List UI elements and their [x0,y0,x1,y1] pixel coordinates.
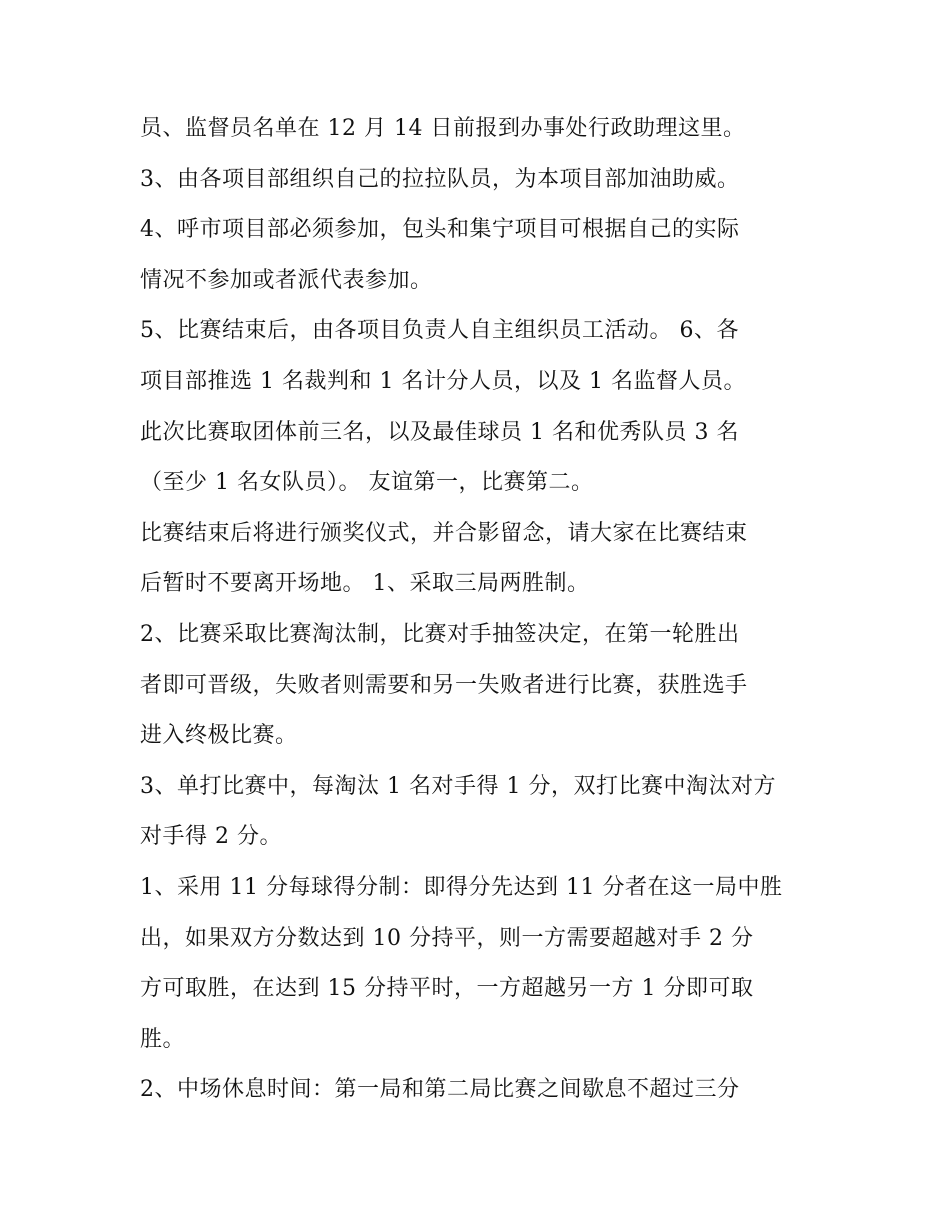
text-line: （至少 1 名女队员）。 友谊第一，比赛第二。 [140,470,594,495]
text-line: 者即可晋级，失败者则需要和另一失败者进行比赛，获胜选手 [140,673,748,698]
text-line: 进入终极比赛。 [140,723,298,748]
text-line: 员、监督员名单在 12 月 14 日前报到办事处行政助理这里。 [140,116,746,141]
text-line: 对手得 2 分。 [140,824,282,849]
text-line: 后暂时不要离开场地。 1、采取三局两胜制。 [140,571,590,596]
text-line: 情况不参加或者派代表参加。 [140,268,433,293]
text-line: 此次比赛取团体前三名，以及最佳球员 1 名和优秀队员 3 名 [140,420,739,445]
text-line: 2、比赛采取比赛淘汰制，比赛对手抽签决定，在第一轮胜出 [140,622,740,647]
text-line: 5、比赛结束后，由各项目负责人自主组织员工活动。 6、各 [140,318,739,343]
text-line: 1、采用 11 分每球得分制：即得分先达到 11 分者在这一局中胜 [140,875,783,900]
text-line: 3、单打比赛中，每淘汰 1 名对手得 1 分，双打比赛中淘汰对方 [140,774,776,799]
text-line: 比赛结束后将进行颁奖仪式，并合影留念，请大家在比赛结束 [140,521,748,546]
text-line: 方可取胜，在达到 15 分持平时，一方超越另一方 1 分即可取 [140,976,754,1001]
text-line: 2、中场休息时间：第一局和第二局比赛之间歇息不超过三分 [140,1077,740,1102]
text-line: 胜。 [140,1027,186,1052]
text-line: 项目部推选 1 名裁判和 1 名计分人员，以及 1 名监督人员。 [140,369,746,394]
text-line: 3、由各项目部组织自己的拉拉队员，为本项目部加油助威。 [140,167,740,192]
text-line: 出，如果双方分数达到 10 分持平，则一方需要超越对手 2 分 [140,926,754,951]
text-line: 4、呼市项目部必须参加，包头和集宁项目可根据自己的实际 [140,217,740,242]
